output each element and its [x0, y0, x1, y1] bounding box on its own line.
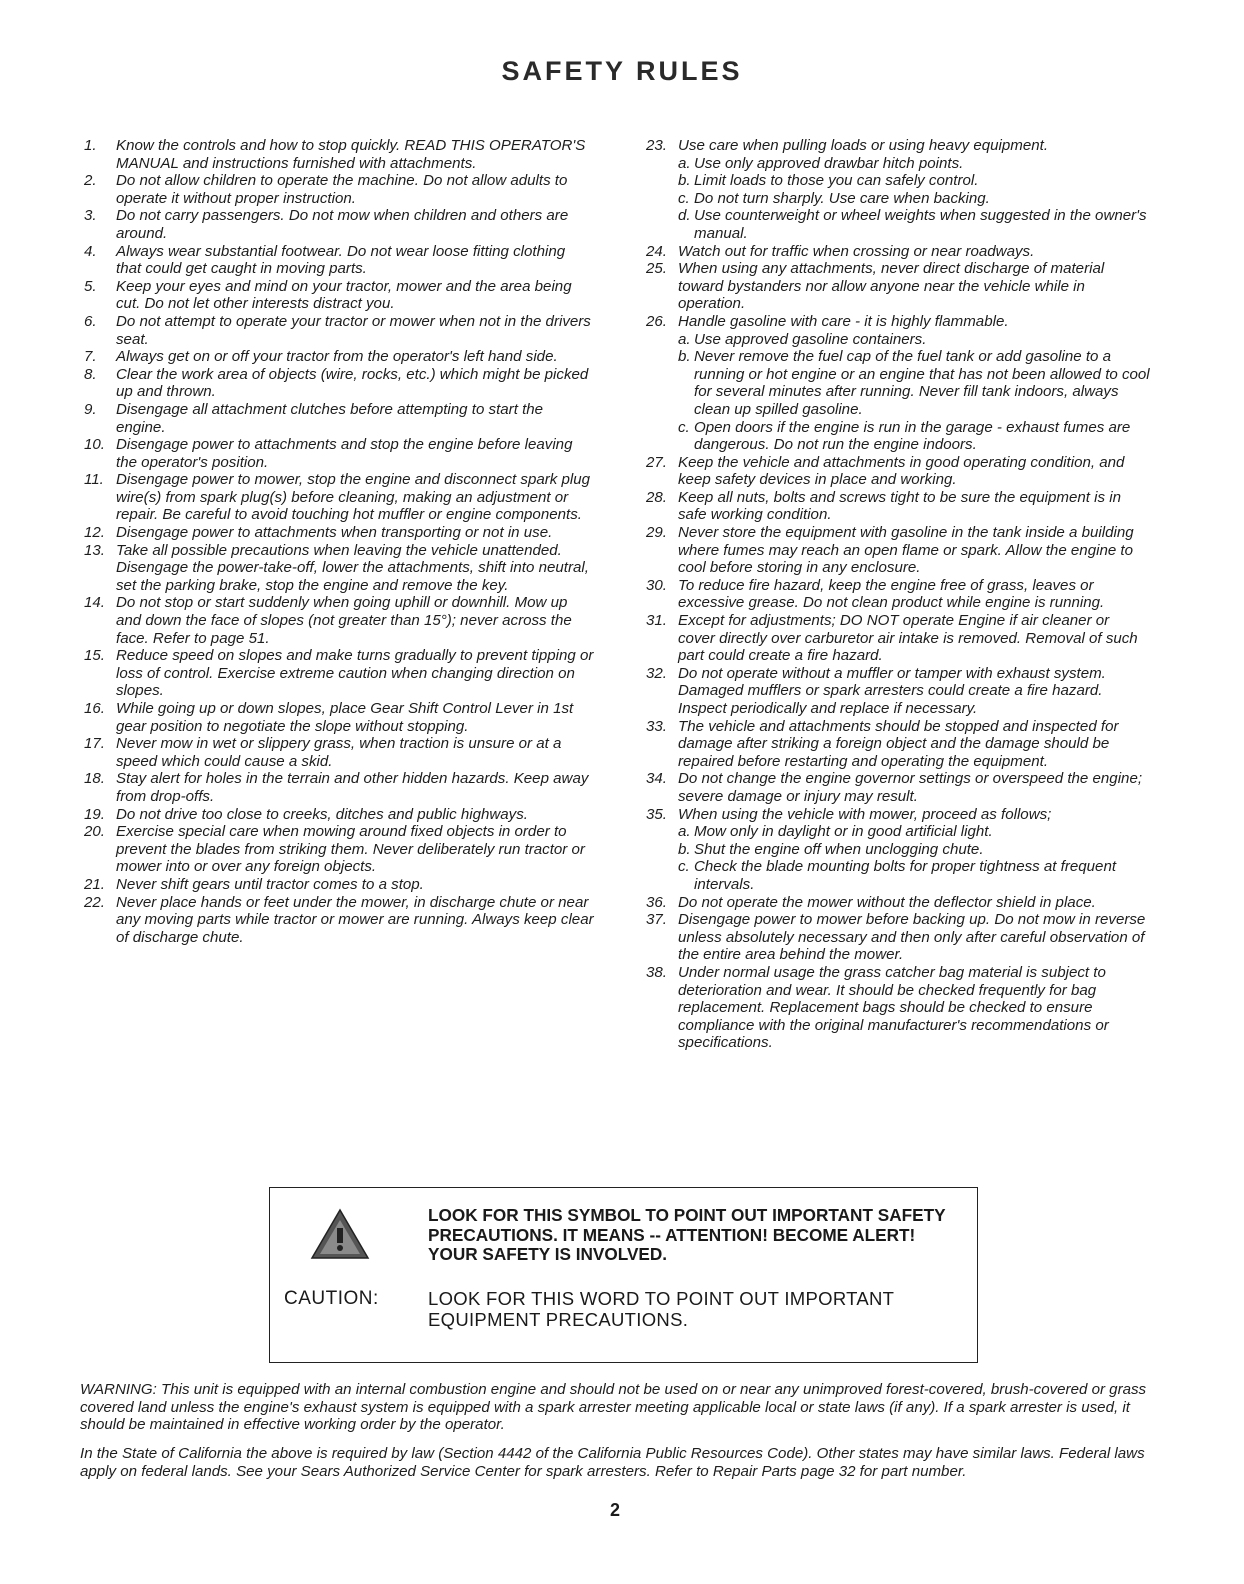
safety-rule-item: [646, 770, 1150, 805]
rule-number: 6.: [84, 312, 97, 330]
rule-number: 23.: [646, 137, 667, 154]
rule-text: Do not carry passengers. Do not mow when children and others are around.: [116, 207, 569, 242]
rule-number: 35.: [646, 805, 667, 823]
safety-rule-item: [84, 735, 594, 770]
rule-text: Clear the work area of objects (wire, rocks, etc.) which might be picked up and thrown.: [116, 365, 589, 401]
spark-arrester-warning: WARNING: This unit is equipped with an internal combustion engine and should not be used on or near any unimproved forest-covered, brush-covered or grass covered land unless the engine's exhaust system is equipped with a spark arrester meeting applicable local or state laws (if any). If a spark arrester is used, it should be maintained in effective working order by the operator.: [80, 1381, 1147, 1434]
rule-number: 37.: [646, 911, 667, 929]
rule-text: Know the controls and how to stop quickly. READ THIS OPERATOR'S MANUAL and instructions furnished with attachments.: [116, 137, 586, 172]
safety-rule-item: [84, 700, 594, 735]
rule-subitem: [678, 419, 1150, 454]
rule-text: Disengage power to attachments when transporting or not in use.: [116, 524, 553, 542]
rule-number: 38.: [646, 963, 667, 981]
safety-rule-item: [84, 647, 594, 700]
safety-notice-box: [269, 1187, 978, 1363]
safety-rule-item: [646, 260, 1150, 313]
rule-text: When using any attachments, never direct discharge of material toward bystanders nor allow anyone near the vehicle while in operation.: [678, 260, 1105, 313]
rule-subitem: [678, 207, 1150, 242]
rule-text: Stay alert for holes in the terrain and other hidden hazards. Keep away from drop-offs.: [116, 770, 589, 805]
rule-text: Reduce speed on slopes and make turns gradually to prevent tipping or loss of control. Exercise extreme caution when changing direction on slopes.: [116, 647, 594, 700]
safety-rule-item: [646, 524, 1150, 577]
rule-text: Never mow in wet or slippery grass, when traction is unsure or at a speed which could cause a skid.: [116, 735, 562, 770]
rule-text: Never place hands or feet under the mower, in discharge chute or near any moving parts while tractor or mower are running. Always keep clear of discharge chute.: [116, 893, 594, 946]
safety-rule-item: [84, 770, 594, 805]
rule-sublist: [678, 155, 1150, 243]
rule-text: Keep all nuts, bolts and screws tight to be sure the equipment is in safe working condition.: [678, 488, 1122, 524]
rule-number: 31.: [646, 612, 667, 630]
caution-notice-text: LOOK FOR THIS WORD TO POINT OUT IMPORTANT EQUIPMENT PRECAUTIONS.: [428, 1288, 894, 1330]
rule-number: 1.: [84, 137, 97, 154]
safety-rule-item: [646, 894, 1150, 912]
rule-text: Do not operate the mower without the deflector shield in place.: [678, 893, 1096, 911]
safety-rule-item: [84, 894, 594, 947]
rule-number: 13.: [84, 541, 105, 559]
safety-rule-item: [84, 524, 594, 542]
rule-text: Disengage all attachment clutches before attempting to start the engine.: [116, 400, 544, 436]
rule-text: Except for adjustments; DO NOT operate Engine if air cleaner or cover directly over carburetor air intake is removed. Removal of such part could create a fire hazard.: [678, 612, 1138, 665]
rule-number: 32.: [646, 664, 667, 682]
rule-text: Watch out for traffic when crossing or near roadways.: [678, 242, 1035, 260]
rule-number: 24.: [646, 242, 667, 260]
rule-subitem: [678, 172, 1150, 190]
subitem-letter: b.: [678, 840, 691, 858]
rule-number: 25.: [646, 260, 667, 278]
safety-rule-item: [84, 278, 594, 313]
rule-text: Use care when pulling loads or using heavy equipment.: [678, 137, 1049, 154]
safety-rule-item: [84, 542, 594, 595]
safety-rule-item: [646, 454, 1150, 489]
subitem-text: Never remove the fuel cap of the fuel tank or add gasoline to a running or hot engine or an engine that has not been allowed to cool for several minutes after running. Never fill tank indoors, always clean up spilled gasoline.: [694, 348, 1150, 418]
subitem-text: Use approved gasoline containers.: [694, 330, 927, 348]
rule-text: Do not attempt to operate your tractor or mower when not in the drivers seat.: [116, 312, 591, 348]
page-title: SAFETY RULES: [501, 56, 743, 86]
rule-text: While going up or down slopes, place Gear Shift Control Lever in 1st gear position to negotiate the slope without stopping.: [116, 700, 574, 735]
rule-text: Always get on or off your tractor from the operator's left hand side.: [116, 348, 558, 366]
rule-number: 33.: [646, 717, 667, 735]
subitem-letter: d.: [678, 207, 691, 225]
subitem-text: Limit loads to those you can safely control.: [694, 172, 979, 190]
left-rules-list: [84, 137, 594, 946]
rule-number: 7.: [84, 348, 97, 366]
rule-subitem: [678, 823, 1150, 841]
subitem-text: Check the blade mounting bolts for proper tightness at frequent intervals.: [694, 858, 1117, 893]
safety-rule-item: [646, 489, 1150, 524]
rule-text: When using the vehicle with mower, proceed as follows;: [678, 805, 1052, 823]
safety-rule-item: [646, 911, 1150, 964]
rule-sublist: [678, 823, 1150, 893]
safety-rule-item: [84, 876, 594, 894]
rule-number: 12.: [84, 524, 105, 542]
subitem-text: Do not turn sharply. Use care when backing.: [694, 189, 990, 207]
rule-sublist: [678, 331, 1150, 454]
safety-rule-item: [84, 594, 594, 647]
rule-text: Do not allow children to operate the machine. Do not allow adults to operate it without proper instruction.: [116, 172, 568, 207]
subitem-letter: c.: [678, 189, 690, 207]
rule-number: 3.: [84, 207, 97, 225]
safety-rule-item: [84, 207, 594, 242]
rule-number: 10.: [84, 436, 105, 454]
rule-text: Disengage power to mower, stop the engine and disconnect spark plug wire(s) from spark plug(s) before cleaning, making an adjustment or repair. Be careful to avoid touching hot muffler or engine components.: [116, 471, 591, 524]
rule-text: Do not stop or start suddenly when going uphill or downhill. Mow up and down the face of slopes (not greater than 15°); never across the face. Refer to page 51.: [116, 594, 572, 647]
rule-number: 11.: [84, 471, 104, 489]
rule-number: 27.: [646, 453, 667, 471]
rule-subitem: [678, 155, 1150, 173]
safety-rule-item: [84, 243, 594, 278]
rule-number: 21.: [84, 875, 105, 893]
right-rules-list: [646, 137, 1150, 1052]
rule-number: 8.: [84, 365, 97, 383]
symbol-notice-text: LOOK FOR THIS SYMBOL TO POINT OUT IMPORTANT SAFETY PRECAUTIONS. IT MEANS -- ATTENTION! BECOME ALERT! YOUR SAFETY IS INVOLVED.: [428, 1205, 946, 1264]
subitem-text: Shut the engine off when unclogging chute.: [694, 840, 984, 858]
rule-subitem: [678, 858, 1150, 893]
right-rules-column: [646, 137, 1150, 1052]
rule-number: 20.: [84, 823, 105, 841]
rule-text: Do not change the engine governor settings or overspeed the engine; severe damage or injury may result.: [678, 770, 1143, 805]
rule-text: Take all possible precautions when leaving the vehicle unattended. Disengage the power-take-off, lower the attachments, shift into neutral, set the parking brake, stop the engine and remove the key.: [116, 541, 589, 594]
rule-number: 5.: [84, 277, 97, 295]
subitem-letter: c.: [678, 418, 690, 436]
rule-number: 18.: [84, 770, 105, 788]
caution-label: CAUTION:: [284, 1288, 379, 1309]
rule-number: 36.: [646, 893, 667, 911]
rule-number: 30.: [646, 576, 667, 594]
rule-text: Do not drive too close to creeks, ditches and public highways.: [116, 805, 528, 823]
rule-number: 29.: [646, 524, 667, 542]
safety-rule-item: [646, 964, 1150, 1052]
rule-text: Exercise special care when mowing around fixed objects in order to prevent the blades from striking them. Never deliberately run tractor or mower into or over any foreign objects.: [116, 823, 585, 876]
warning-triangle-icon: [310, 1208, 370, 1260]
subitem-letter: a.: [678, 330, 691, 348]
safety-rule-item: [84, 313, 594, 348]
safety-rule-item: [646, 612, 1150, 665]
safety-rule-item: [84, 436, 594, 471]
rule-text: The vehicle and attachments should be stopped and inspected for damage after striking a foreign object and the damage should be repaired before restarting and operating the equipment.: [678, 717, 1119, 770]
rule-subitem: [678, 348, 1150, 418]
rule-number: 34.: [646, 770, 667, 788]
subitem-text: Mow only in daylight or in good artificial light.: [694, 823, 993, 841]
california-law-note: In the State of California the above is required by law (Section 4442 of the California Public Resources Code). Other states may have similar laws. Federal laws apply on federal lands. See your Sears Authorized Service Center for spark arresters. Refer to Repair Parts page 32 for part number.: [80, 1445, 1145, 1480]
subitem-letter: a.: [678, 154, 691, 172]
safety-rule-item: [84, 471, 594, 524]
rule-text: Never shift gears until tractor comes to a stop.: [116, 875, 424, 893]
rule-text: To reduce fire hazard, keep the engine free of grass, leaves or excessive grease. Do not clean product while engine is running.: [678, 576, 1105, 612]
subitem-letter: b.: [678, 348, 691, 366]
rule-number: 15.: [84, 647, 105, 665]
safety-rule-item: [84, 348, 594, 366]
left-rules-column: [84, 137, 594, 946]
rule-text: Handle gasoline with care - it is highly flammable.: [678, 312, 1009, 330]
rule-number: 17.: [84, 735, 105, 753]
safety-rule-item: [646, 243, 1150, 261]
safety-rule-item: [84, 806, 594, 824]
safety-rule-item: [646, 806, 1150, 894]
rule-number: 16.: [84, 700, 105, 717]
rule-number: 22.: [84, 893, 105, 911]
subitem-text: Use only approved drawbar hitch points.: [694, 154, 964, 172]
rule-number: 9.: [84, 400, 97, 418]
rule-text: Never store the equipment with gasoline in the tank inside a building where fumes may reach an open flame or spark. Allow the engine to cool before storing in any enclosure.: [678, 524, 1134, 577]
rule-text: Do not operate without a muffler or tamper with exhaust system. Damaged mufflers or spark arresters could create a fire hazard. Inspect periodically and replace if necessary.: [678, 664, 1106, 717]
rule-number: 26.: [646, 312, 667, 330]
subitem-text: Open doors if the engine is run in the garage - exhaust fumes are dangerous. Do not run the engine indoors.: [694, 418, 1131, 454]
subitem-letter: a.: [678, 823, 691, 841]
safety-rule-item: [646, 313, 1150, 454]
safety-rule-item: [646, 577, 1150, 612]
rule-text: Disengage power to mower before backing up. Do not mow in reverse unless absolutely necessary and then only after careful observation of the entire area behind the mower.: [678, 911, 1146, 964]
rule-number: 14.: [84, 594, 105, 612]
rule-number: 2.: [84, 172, 97, 190]
rule-subitem: [678, 190, 1150, 208]
safety-rule-item: [84, 823, 594, 876]
subitem-letter: c.: [678, 858, 690, 876]
rule-text: Always wear substantial footwear. Do not wear loose fitting clothing that could get caught in moving parts.: [116, 242, 566, 278]
rule-number: 19.: [84, 805, 105, 823]
rule-number: 4.: [84, 242, 97, 260]
rule-number: 28.: [646, 488, 667, 506]
subitem-text: Use counterweight or wheel weights when suggested in the owner's manual.: [694, 207, 1147, 242]
rule-text: Keep your eyes and mind on your tractor, mower and the area being cut. Do not let other interests distract you.: [116, 277, 572, 313]
rule-text: Keep the vehicle and attachments in good operating condition, and keep safety devices in place and working.: [678, 453, 1125, 489]
safety-rule-item: [84, 366, 594, 401]
rule-subitem: [678, 841, 1150, 859]
rule-subitem: [678, 331, 1150, 349]
page-number: 2: [609, 1500, 620, 1520]
safety-rule-item: [646, 718, 1150, 771]
safety-rule-item: [646, 665, 1150, 718]
rule-text: Under normal usage the grass catcher bag material is subject to deterioration and wear. It should be checked frequently for bag replacement. Replacement bags should be checked to ensure compliance with the original manufacturer's recommendations or specifications.: [678, 963, 1109, 1052]
subitem-letter: b.: [678, 172, 691, 190]
safety-rule-item: [84, 172, 594, 207]
safety-rule-item: [84, 401, 594, 436]
safety-rule-item: [84, 137, 594, 172]
rule-text: Disengage power to attachments and stop the engine before leaving the operator's position.: [116, 436, 573, 471]
safety-rule-item: [646, 137, 1150, 243]
